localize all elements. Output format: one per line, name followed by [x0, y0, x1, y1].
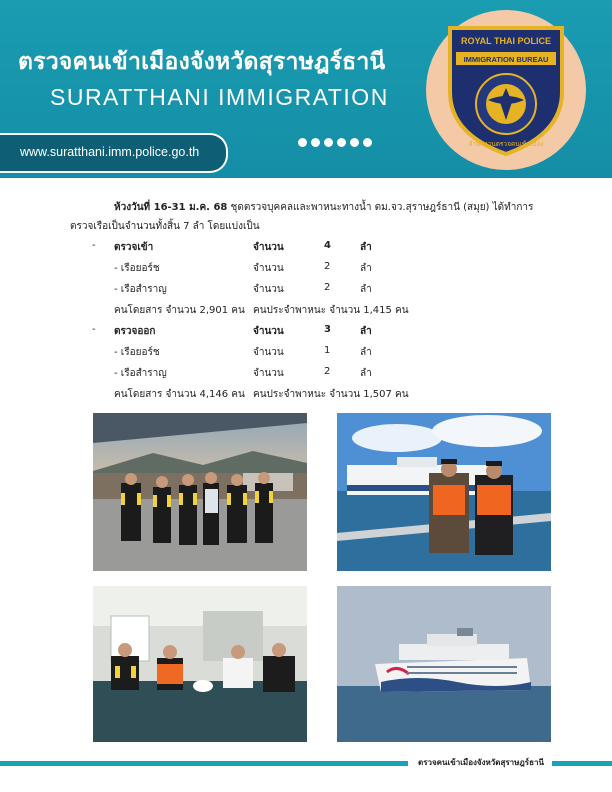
arrivals-cruise-name: - เรือสำราญ [114, 284, 167, 295]
arrivals-count: 4 [324, 240, 331, 251]
intro-paragraph [70, 198, 550, 236]
arrivals-cruise-count: 2 [324, 282, 331, 293]
website-url-pill[interactable] [0, 133, 228, 173]
footer-bar-left [0, 761, 408, 766]
intro-text: ชุดตรวจบุคคลและพาหนะทางน้ำ ตม.จว.สุราษฎร์ธานี (สมุย) ได้ทำการตรวจเรือเป็นจำนวนทั้งสิ้น 7 ลำ โดยแบ่งเป็น [70, 202, 534, 232]
departures-cruise-unit: ลำ [360, 368, 372, 379]
dot [324, 138, 333, 147]
arrivals-yacht-name: - เรือยอร์ช [114, 263, 160, 274]
website-url[interactable]: www.suratthani.imm.police.go.th [20, 145, 200, 159]
photo-officers-with-cruise-ship [337, 413, 551, 571]
departures-cruise-name: - เรือสำราญ [114, 368, 167, 379]
arrivals-unit: ลำ [360, 242, 372, 253]
svg-text:ROYAL THAI POLICE: ROYAL THAI POLICE [460, 36, 552, 46]
departures-cruise-count: 2 [324, 366, 331, 377]
departures-label: ตรวจออก [114, 326, 156, 337]
departures-yacht-unit: ลำ [360, 347, 372, 358]
departures-yacht-count: 1 [324, 345, 331, 356]
decorative-dots [298, 138, 372, 147]
footer-bar-right [552, 761, 612, 766]
arrivals-cruise-count-label: จำนวน [253, 284, 284, 295]
arrivals-yacht-unit: ลำ [360, 263, 372, 274]
arrivals-bullet: - [92, 240, 96, 251]
departures-bullet: - [92, 324, 96, 335]
departures-yacht-count-label: จำนวน [253, 347, 284, 358]
photo-cruise-ship-at-sea [337, 586, 551, 742]
arrivals-count-label: จำนวน [253, 242, 284, 253]
departures-crew: คนประจำพาหนะ จำนวน 1,507 คน [253, 389, 409, 400]
dot [298, 138, 307, 147]
dot [311, 138, 320, 147]
svg-text:สำนักงานตรวจคนเข้าเมือง: สำนักงานตรวจคนเข้าเมือง [468, 140, 544, 148]
photo-officers-meeting [93, 586, 307, 742]
arrivals-crew: คนประจำพาหนะ จำนวน 1,415 คน [253, 305, 409, 316]
arrivals-label: ตรวจเข้า [114, 242, 154, 253]
departures-yacht-name: - เรือยอร์ช [114, 347, 160, 358]
arrivals-passengers: คนโดยสาร จำนวน 2,901 คน [114, 305, 245, 316]
immigration-bureau-badge-logo [442, 22, 570, 158]
arrivals-yacht-count-label: จำนวน [253, 263, 284, 274]
intro-lead-date: ห้วงวันที่ 16-31 ม.ค. 68 [114, 202, 228, 213]
footer-text: ตรวจคนเข้าเมืองจังหวัดสุราษฎร์ธานี [418, 758, 544, 767]
header-title-english: SURATTHANI IMMIGRATION [50, 84, 389, 110]
svg-text:IMMIGRATION BUREAU: IMMIGRATION BUREAU [463, 55, 549, 64]
dot [350, 138, 359, 147]
departures-count-label: จำนวน [253, 326, 284, 337]
departures-count: 3 [324, 324, 331, 335]
arrivals-yacht-count: 2 [324, 261, 331, 272]
photo-officers-at-pier [93, 413, 307, 571]
departures-cruise-count-label: จำนวน [253, 368, 284, 379]
dot [363, 138, 372, 147]
departures-unit: ลำ [360, 326, 372, 337]
dot [337, 138, 346, 147]
arrivals-cruise-unit: ลำ [360, 284, 372, 295]
header-title-thai: ตรวจคนเข้าเมืองจังหวัดสุราษฎร์ธานี [18, 49, 386, 75]
departures-passengers: คนโดยสาร จำนวน 4,146 คน [114, 389, 245, 400]
